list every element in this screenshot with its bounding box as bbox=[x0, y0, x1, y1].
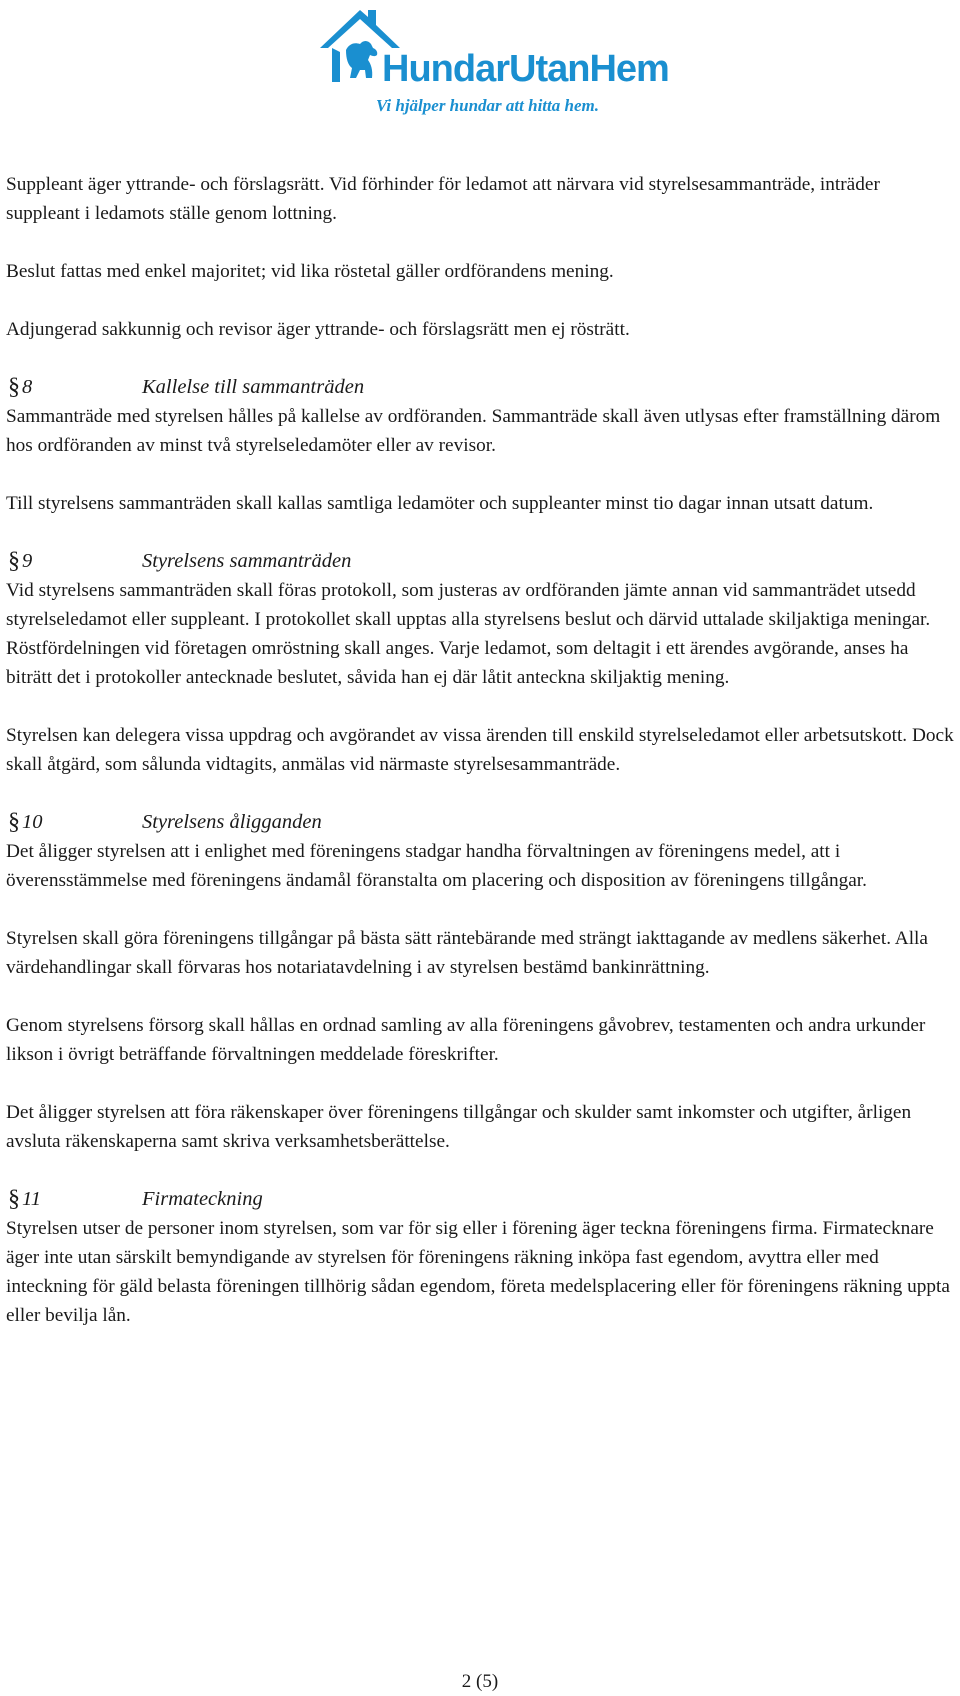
paragraph: Beslut fattas med enkel majoritet; vid lika röstetal gäller ordförandens mening. bbox=[6, 261, 614, 282]
logo bbox=[316, 4, 682, 120]
section-sign: § bbox=[8, 809, 20, 835]
page-number: 2 (5) bbox=[461, 1671, 499, 1692]
section-title: Styrelsens åligganden bbox=[142, 811, 322, 833]
section-heading bbox=[6, 373, 956, 402]
section-title: Styrelsens sammanträden bbox=[142, 550, 352, 572]
paragraph: Till styrelsens sammanträden skall kallas samtliga ledamöter och suppleanter minst tio dagar innan utsatt datum. bbox=[6, 493, 874, 514]
section-heading bbox=[6, 1185, 956, 1214]
paragraph: Det åligger styrelsen att i enlighet med föreningens stadgar handha förvaltningen av föreningens medel, att i överensstämmelse med föreningens ändamål föranstalta om placering och disposition av föreningens tillgångar. bbox=[6, 841, 867, 891]
paragraph: Suppleant äger yttrande- och förslagsrätt. Vid förhinder för ledamot att närvara vid styrelsesammanträde, inträder suppleant i ledamots ställe genom lottning. bbox=[6, 174, 880, 224]
section-title: Firmateckning bbox=[142, 1188, 263, 1210]
section-number: 10 bbox=[22, 811, 43, 833]
section-title: Kallelse till sammanträden bbox=[142, 376, 365, 398]
paragraph: Adjungerad sakkunnig och revisor äger yttrande- och förslagsrätt men ej rösträtt. bbox=[6, 319, 630, 340]
section-heading bbox=[6, 808, 956, 837]
paragraph: Styrelsen skall göra föreningens tillgångar på bästa sätt räntebärande med strängt iakttagande av medlens säkerhet. Alla värdehandlingar skall förvaras hos notariatavdelning i av styrelsen bestämd bankinrättning. bbox=[6, 928, 928, 978]
section-number: 8 bbox=[22, 376, 33, 398]
paragraph: Styrelsen kan delegera vissa uppdrag och avgörandet av vissa ärenden till enskild styrelseledamot eller arbetsutskott. Dock skall åtgärd, som sålunda vidtagits, anmälas vid närmaste styrelsesammanträde. bbox=[6, 725, 954, 775]
section-sign: § bbox=[8, 548, 20, 574]
paragraph: Vid styrelsens sammanträden skall föras protokoll, som justeras av ordföranden jämte annan vid sammanträdet utsedd styrelseledamot eller suppleant. I protokollet skall upptas alla styrelsens beslut och därvid uttalade skiljaktiga meningar. Röstfördelningen vid företagen omröstning skall anges. Varje ledamot, som deltagit i ett ärendes avgörande, anses ha biträtt det i protokoller antecknade beslutet, såvida han ej där låtit anteckna skiljaktig mening. bbox=[6, 580, 931, 688]
paragraph: Det åligger styrelsen att föra räkenskaper över föreningens tillgångar och skulder samt inkomster och utgifter, årligen avsluta räkenskaperna samt skriva verksamhetsberättelse. bbox=[6, 1102, 912, 1152]
document-body bbox=[6, 170, 956, 1359]
section-number: 9 bbox=[22, 550, 33, 572]
section-sign: § bbox=[8, 1186, 20, 1212]
paragraph: Styrelsen utser de personer inom styrelsen, som var för sig eller i förening äger teckna föreningens firma. Firmatecknare äger inte utan särskilt bemyndigande av styrelsen för föreningens räkning inköpa fast egendom, avyttra eller med inteckning för gäld belasta föreningen tillhörig sådan egendom, företa medelsplacering eller för föreningens räkning uppta eller bevilja lån. bbox=[6, 1218, 950, 1326]
logo-wordmark: HundarUtanHem bbox=[382, 48, 669, 90]
section-number: 11 bbox=[22, 1188, 41, 1210]
paragraph: Genom styrelsens försorg skall hållas en ordnad samling av alla föreningens gåvobrev, testamenten och andra urkunder likson i övrigt beträffande förvaltningen meddelade föreskrifter. bbox=[6, 1015, 926, 1065]
section-heading bbox=[6, 547, 956, 576]
section-sign: § bbox=[8, 374, 20, 400]
logo-tagline: Vi hjälper hundar att hitta hem. bbox=[376, 96, 599, 115]
paragraph: Sammanträde med styrelsen hålles på kallelse av ordföranden. Sammanträde skall även utlysas efter framställning därom hos ordföranden av minst två styrelseledamöter eller av revisor. bbox=[6, 406, 941, 456]
